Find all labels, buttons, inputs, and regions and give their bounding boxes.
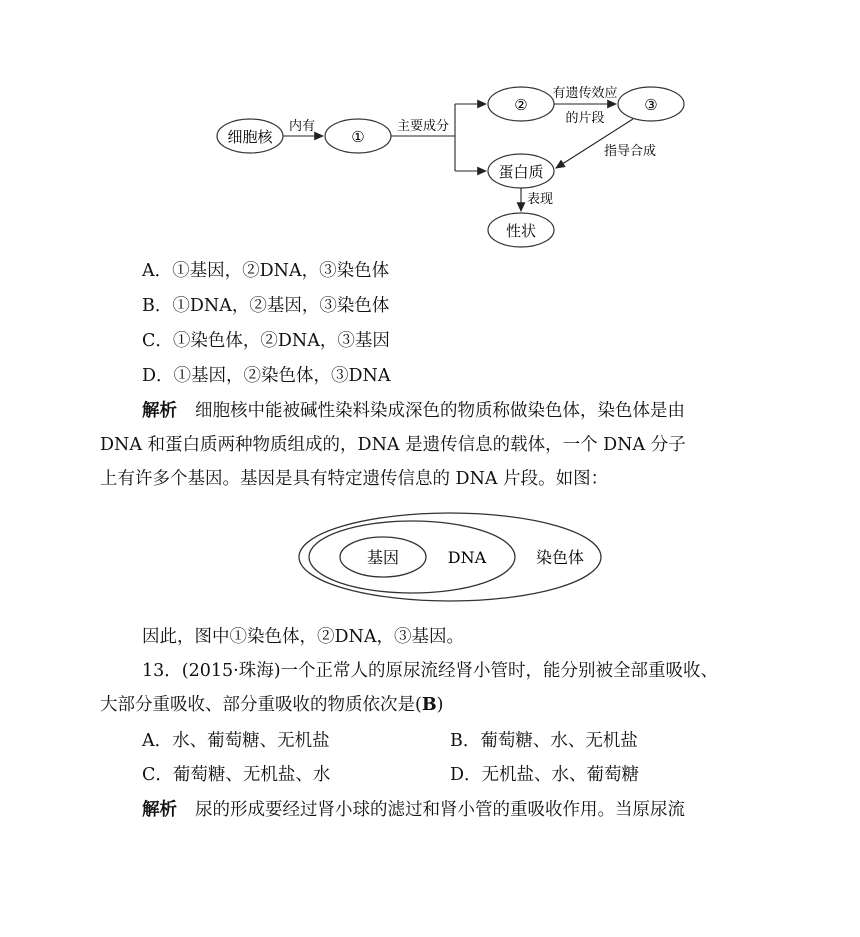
q13-option-c: C．葡萄糖、无机盐、水 — [142, 765, 331, 785]
edge-guide-synthesis-label: 指导合成 — [604, 144, 657, 159]
node-nucleus-label: 细胞核 — [227, 128, 273, 146]
node-2-label: ② — [514, 96, 528, 114]
q12-analysis-text-1: 细胞核中能被碱性染料染成深色的物质称做染色体，染色体是由 — [195, 401, 685, 421]
ellipse-dna-label: DNA — [447, 548, 487, 567]
q13-analysis-text: 尿的形成要经过肾小球的滤过和肾小管的重吸收作用。当原尿流 — [195, 800, 685, 820]
edge-contains-label: 内有 — [288, 119, 316, 134]
q12-analysis-line-3: 上有许多个基因。基因是具有特定遗传信息的 DNA 片段。如图： — [100, 469, 609, 489]
ellipse-chromosome — [299, 513, 601, 601]
q13-analysis-line — [142, 797, 685, 823]
q13-stem-suffix: ) — [436, 695, 444, 715]
q13-stem-line-2 — [100, 692, 443, 718]
ellipse-dna — [309, 521, 515, 593]
node-trait-label: 性状 — [505, 222, 537, 240]
q12-analysis-label: 解析 — [142, 401, 177, 421]
ellipse-chromosome-label: 染色体 — [535, 548, 585, 567]
q13-analysis-label: 解析 — [142, 800, 177, 820]
edge-express-label: 表现 — [527, 192, 554, 207]
edge-main-component-label: 主要成分 — [396, 119, 450, 134]
q13-option-d: D．无机盐、水、葡萄糖 — [450, 765, 640, 785]
gene-flow-diagram — [0, 0, 860, 260]
q12-conclusion: 因此，图中①染色体，②DNA，③基因。 — [142, 627, 464, 647]
q13-stem-prefix: 大部分重吸收、部分重吸收的物质依次是( — [100, 695, 422, 715]
q13-stem-line-1: 13．(2015·珠海)一个正常人的原尿流经肾小管时，能分别被全部重吸收、 — [142, 661, 719, 681]
q12-option-c: C．①染色体，②DNA，③基因 — [142, 331, 390, 351]
q12-analysis-line-2: DNA 和蛋白质两种物质组成的，DNA 是遗传信息的载体，一个 DNA 分子 — [100, 435, 686, 455]
q13-option-b: B．葡萄糖、水、无机盐 — [450, 731, 638, 751]
q12-option-b: B．①DNA，②基因，③染色体 — [142, 296, 390, 316]
ellipse-gene — [340, 537, 426, 577]
q13-answer: B — [421, 695, 437, 715]
q13-option-a: A．水、葡萄糖、无机盐 — [142, 731, 330, 751]
node-3-label: ③ — [644, 96, 658, 114]
q12-option-a: A．①基因，②DNA，③染色体 — [142, 261, 390, 281]
ellipse-gene-label: 基因 — [366, 548, 400, 567]
q12-option-d: D．①基因，②染色体，③DNA — [142, 366, 391, 386]
node-protein-label: 蛋白质 — [498, 163, 544, 181]
q12-analysis-line-1 — [142, 398, 685, 424]
edge-genetic-effect-label-2: 的片段 — [565, 111, 605, 126]
node-1-label: ① — [351, 128, 365, 146]
edge-genetic-effect-label-1: 有遗传效应 — [552, 86, 618, 101]
